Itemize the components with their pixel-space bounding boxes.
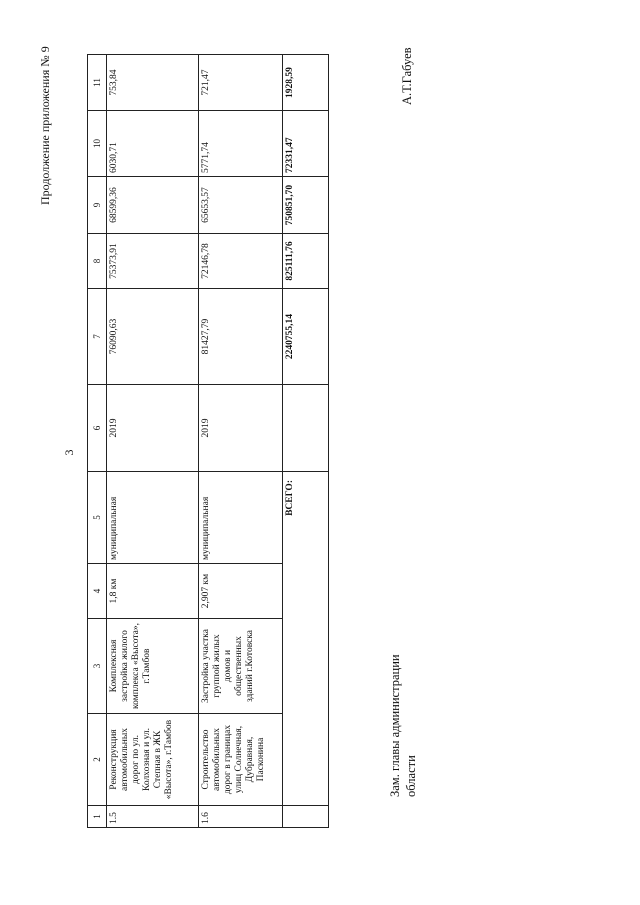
value-col-8: 72146,78	[199, 234, 283, 289]
col-header-7: 7	[88, 289, 107, 385]
col-header-4: 4	[88, 564, 107, 619]
value-col-7: 81427,79	[199, 289, 283, 385]
value-col-7: 76090,63	[107, 289, 199, 385]
signatory-name: А.Т.Габуев	[400, 47, 414, 105]
col-header-8: 8	[88, 234, 107, 289]
value-col-9: 65653,57	[199, 177, 283, 234]
project-name: Комплексная застройка жилого комплекса «Высота», г.Тамбов	[107, 619, 199, 714]
col-header-1: 1	[88, 806, 107, 828]
value-col-10: 5771,74	[199, 111, 283, 177]
total-col-10: 72331,47	[283, 111, 329, 177]
table-row	[199, 55, 283, 828]
total-row	[283, 55, 329, 828]
year: 2019	[107, 385, 199, 472]
col-header-5: 5	[88, 472, 107, 564]
object-name: Реконструкция автомобильных дорог по ул. Колхозная и ул. Степная в ЖК «Высота», г.Тамбов	[107, 714, 199, 806]
position-line-1: Зам. главы администрации	[388, 654, 402, 797]
value-col-10: 6030,71	[107, 111, 199, 177]
col-header-10: 10	[88, 111, 107, 177]
value-col-11: 721,47	[199, 55, 283, 111]
col-header-9: 9	[88, 177, 107, 234]
value-col-9: 68599,36	[107, 177, 199, 234]
total-col-7: 2240755,14	[283, 289, 329, 385]
page-number: 3	[62, 449, 76, 456]
signatory-position	[387, 654, 420, 797]
value-col-11: 753,84	[107, 55, 199, 111]
data-table	[87, 54, 329, 828]
column-number-row	[88, 55, 107, 828]
table-row	[107, 55, 199, 828]
continuation-heading: Продолжение приложения № 9	[38, 46, 52, 205]
total-col-8: 825111,76	[283, 234, 329, 289]
total-col-11: 1928,59	[283, 55, 329, 111]
road-length: 2,907 км	[199, 564, 283, 619]
project-name: Застройка участка группой жилых домов и общественных зданий г.Котовска	[199, 619, 283, 714]
ownership: муниципальная	[199, 472, 283, 564]
row-number: 1.6	[199, 806, 283, 828]
col-header-6: 6	[88, 385, 107, 472]
row-number: 1.5	[107, 806, 199, 828]
year: 2019	[199, 385, 283, 472]
col-header-2: 2	[88, 714, 107, 806]
col-header-11: 11	[88, 55, 107, 111]
col-header-3: 3	[88, 619, 107, 714]
road-length: 1,8 км	[107, 564, 199, 619]
total-col-9: 750851,70	[283, 177, 329, 234]
ownership: муниципальная	[107, 472, 199, 564]
position-line-2: области	[404, 755, 419, 797]
total-label: ВСЕГО:	[283, 472, 329, 806]
value-col-8: 75373,91	[107, 234, 199, 289]
object-name: Строительство автомобильных дорог в границах улиц Солнечная, Дубравная, Пасконина	[199, 714, 283, 806]
